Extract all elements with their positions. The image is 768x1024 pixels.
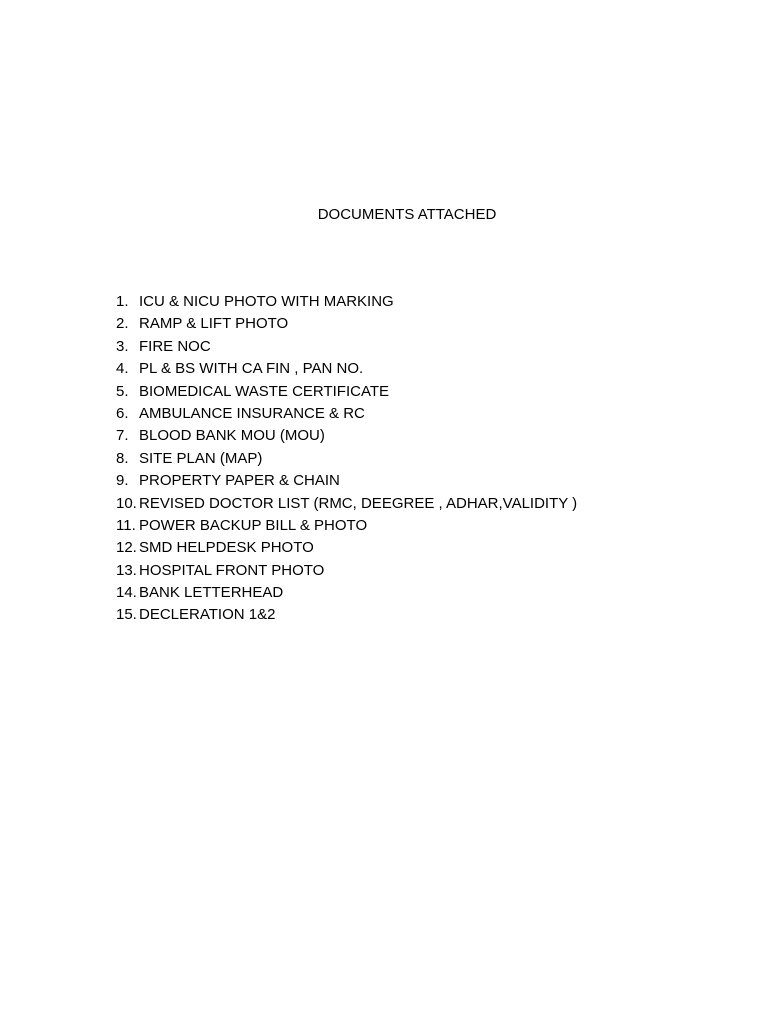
list-item-number: 13. bbox=[116, 561, 137, 579]
list-item-number: 2. bbox=[116, 315, 129, 333]
list-item-number: 7. bbox=[116, 427, 129, 445]
list-item-text: BIOMEDICAL WASTE CERTIFICATE bbox=[139, 382, 390, 400]
list-item-text: SITE PLAN (MAP) bbox=[139, 449, 263, 467]
list-item-number: 5. bbox=[116, 382, 129, 400]
list-item-text: HOSPITAL FRONT PHOTO bbox=[139, 561, 325, 579]
list-item-number: 9. bbox=[116, 472, 129, 490]
list-item-number: 1. bbox=[116, 293, 129, 310]
list-item-number: 14. bbox=[116, 584, 137, 602]
list-item-number: 10. bbox=[116, 494, 137, 512]
list-item-text: BLOOD BANK MOU (MOU) bbox=[139, 427, 325, 445]
list-item-text: BANK LETTERHEAD bbox=[139, 584, 284, 602]
list-item-text: RAMP & LIFT PHOTO bbox=[139, 315, 289, 333]
page-title: DOCUMENTS ATTACHED bbox=[317, 206, 497, 223]
list-item-number: 15. bbox=[116, 606, 137, 624]
list-item-text: REVISED DOCTOR LIST (RMC, DEEGREE , ADHAR,VALIDITY ) bbox=[139, 494, 578, 512]
list-item-text: PROPERTY PAPER & CHAIN bbox=[139, 472, 340, 490]
list-item-number: 12. bbox=[116, 539, 137, 557]
list-item-text: DECLERATION 1&2 bbox=[139, 606, 276, 624]
list-item-number: 6. bbox=[116, 404, 129, 422]
list-item-number: 3. bbox=[116, 337, 129, 355]
list-item-text: PL & BS WITH CA FIN , PAN NO. bbox=[139, 360, 364, 378]
list-item-text: ICU & NICU PHOTO WITH MARKING bbox=[139, 293, 394, 310]
list-item-number: 8. bbox=[116, 449, 129, 467]
list-item-number: 11. bbox=[116, 516, 136, 534]
list-item-number: 4. bbox=[116, 360, 129, 378]
list-item-text: SMD HELPDESK PHOTO bbox=[139, 539, 314, 557]
list-item-text: POWER BACKUP BILL & PHOTO bbox=[139, 516, 368, 534]
list-item-text: FIRE NOC bbox=[139, 337, 211, 355]
list-item-text: AMBULANCE INSURANCE & RC bbox=[139, 404, 365, 422]
